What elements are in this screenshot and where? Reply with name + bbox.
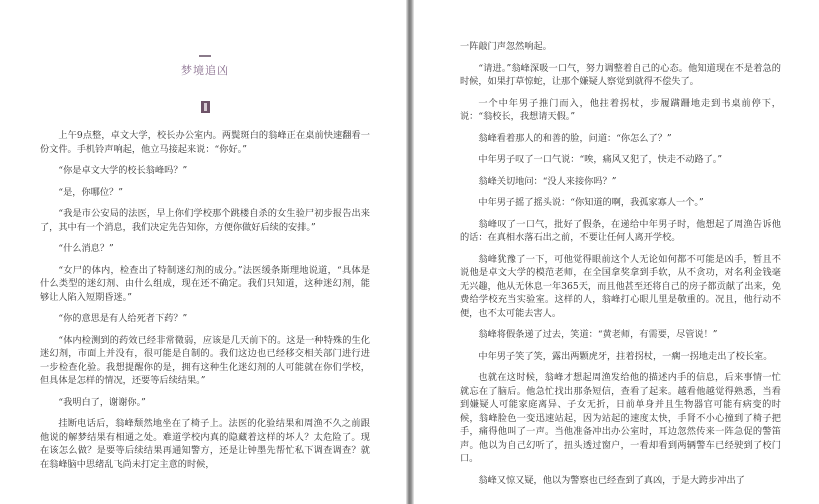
- paragraph: “你是卓文大学的校长翁峰吗？”: [58, 165, 188, 176]
- chapter-title: 梦境追凶: [181, 64, 229, 77]
- paragraph: “你的意思是有人给死者下药？”: [58, 313, 188, 324]
- chapter-ornament: [199, 55, 211, 57]
- paragraph: 翁峰看着那人的和善的脸，问道：“你怎么了？”: [478, 132, 672, 144]
- paragraph: 中年男子笑了笑，露出两颗虎牙，拄着拐杖，一瘸一拐地走出了校长室。: [478, 350, 773, 362]
- paragraph: 翁峰将假条递了过去，笑道：“黄老师，有需要，尽管说！”: [478, 329, 718, 340]
- paragraph-continued: 一阵敲门声忽然响起。: [460, 41, 552, 52]
- paragraph: 翁峰犹豫了一下，可他觉得眼前这个人无论如何都不可能是凶手，暂且不说他是卓文大学的模范老师，在全国拿奖拿到手软，从不贪功，对名利金钱毫无兴趣，他从无休息一年365天，而且他甚至还将自己的房子都贡献了出来，免费给学校充当实验室。这样的人，翁峰打心眼儿里是敬重的。况且，他行动不便，也不太可能去害人。: [460, 253, 781, 319]
- paragraph: 翁峰又惊又疑，他以为警察也已经查到了真凶，于是大跨步冲出了: [478, 474, 745, 486]
- paragraph: 上午9点整，卓文大学，校长办公室内。两鬓斑白的翁峰正在桌前快速翻看一份文件。手机铃声响起，他立马接起来说：“你好。”: [40, 130, 370, 155]
- paragraph: 翁峰关切地问：“没人来接你吗？”: [478, 175, 617, 187]
- paragraph: 也就在这时候，翁峰才想起周渔发给他的描述内手的信息，后来事情一忙就忘在了脑后。他急忙找出那条短信，查看了起来。越看他越觉得熟悉，当看到嫌疑人可能家庭离异、子女无折，日前单身并且生物器官可能有病变的时候，翁峰脸色一变迅速站起，因为站起的速度太快，手肾不小心撞到了椅子把手，痛得他叫了一声。当他准备冲出办公室时，耳边忽然传来一阵急促的警笛声。他以为自己幻听了，扭头透过窗户，一看却看到两辆警车已经驶到了校门口。: [460, 372, 781, 464]
- right-page: [414, 0, 819, 504]
- paragraph: “体内检测到的药效已经非常微弱，应该是几天前下的。这是一种特殊的生化迷幻剂，市面上并没有，很可能是自制的。我们这边也已经移交相关部门进行进一步检查化验。我想提醒你的是，拥有这种生化迷幻剂的人可能就在你们学校，但具体是怎样的情况，还要等后续结果。”: [40, 334, 370, 386]
- paragraph: 翁峰叹了一口气，批好了假条，在递给中年男子时，他想起了周渔告诉他的话：在真相水落石出之前，不要让任何人离开学校。: [460, 218, 781, 243]
- paragraph: “是，你哪位？”: [58, 186, 123, 198]
- paragraph: “请进。”翁峰深吸一口气，努力调整着自己的心态。他知道现在不是着急的时候，如果打草惊蛇，让那个嫌疑人察觉到就得不偿失了。: [460, 62, 781, 87]
- paragraph: 一个中年男子推门而入，他拄着拐杖，步履蹒跚地走到书桌前停下，说：“翁校长，我想请天假。”: [460, 97, 781, 122]
- paragraph: “什么消息？”: [58, 243, 114, 254]
- paragraph: 中年男子摇了摇头说：“你知道的啊，我孤家寡人一个。”: [478, 197, 704, 208]
- paragraph: 挂断电话后，翁峰颓然地坐在了椅子上。法医的化验结果和周渔不久之前跟他说的解梦结果有相通之处。难道学校内真的隐藏着这样的坏人？太危险了。现在该怎么做？是要等后续结果再通知警方，还是让钟墨先帮忙私下调查调查？就在翁峰脑中思绪乱飞尚未打定主意的时候，: [40, 418, 370, 470]
- paragraph: “我是市公安局的法医，早上你们学校那个跳楼自杀的女生验尸初步报告出来了，其中有一个消息，我们决定先告知你，方便你做好后续的安排。”: [40, 208, 370, 233]
- paragraph: 中年男子叹了一口气说：“唉，痛风又犯了，快走不动路了。”: [478, 154, 723, 165]
- right-page-body: [460, 40, 781, 487]
- left-page: [0, 0, 406, 504]
- paragraph: “我明白了，谢谢你。”: [58, 396, 146, 408]
- paragraph: “女尸的体内，检查出了特制迷幻剂的成分。”法医缓条斯理地说道，“具体是什么类型的迷幻剂、由什么组成，现在还不确定。我们只知道，这种迷幻剂，能够让人陷入短期昏迷。”: [40, 264, 370, 303]
- left-page-body: [40, 129, 370, 471]
- page-gutter: [406, 0, 414, 504]
- chapter-number-marker: [201, 101, 210, 113]
